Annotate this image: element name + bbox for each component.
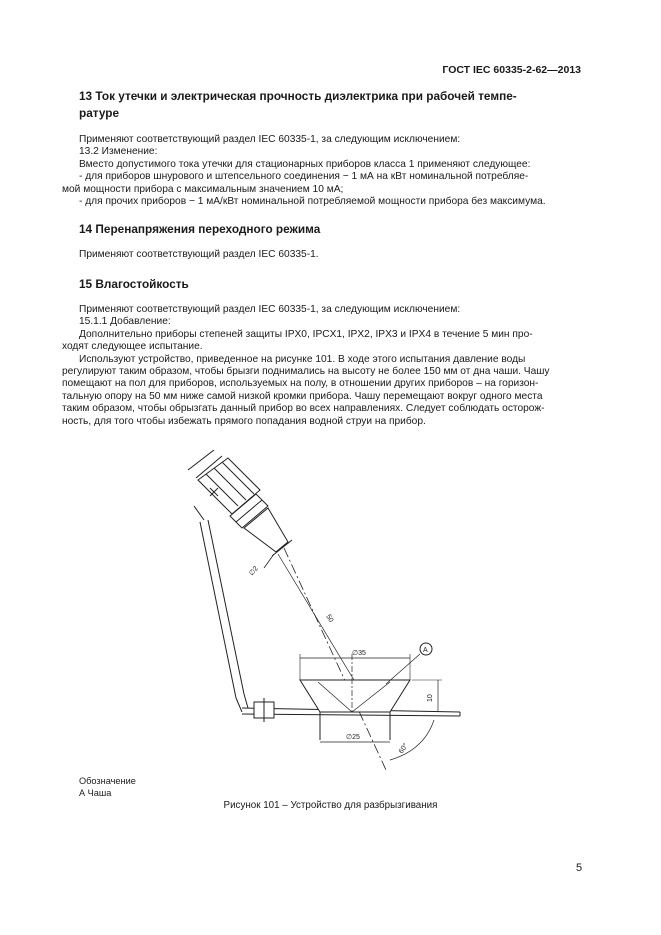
paragraph-line: ходят следующее испытание. — [62, 341, 203, 353]
length-dimension — [278, 554, 366, 700]
top-diameter-label: ∅35 — [352, 650, 366, 657]
angle-arc — [390, 720, 434, 760]
paragraph-line: Дополнительно приборы степеней защиты IPX0, IPCX1, IPX2, IPX3 и IPX4 в течение 5 мин про- — [79, 328, 533, 340]
height-label: 10 — [427, 694, 434, 702]
paragraph-line: помещают на пол для приборов, используемых на полу, в отношении других приборов – на горизон- — [62, 378, 539, 390]
hose-line — [188, 450, 214, 470]
angle-label: 60° — [397, 742, 410, 756]
paragraph-line: 13.2 Изменение: — [79, 146, 158, 158]
paragraph-line: - для прочих приборов − 1 мА/кВт номинальной потребляемой мощности прибора без максимума. — [79, 196, 546, 208]
legend-item: А Чаша — [79, 787, 112, 798]
legend-title: Обозначение — [79, 776, 136, 786]
length-label: 50 — [324, 613, 335, 624]
paragraph-line: Применяют соответствующий раздел IEC 60335-1, за следующим исключением: — [79, 134, 461, 145]
nozzle-diameter-label: ∅2 — [248, 565, 260, 578]
section-13-title — [79, 88, 584, 122]
section-13-body — [62, 134, 584, 208]
section-13-title-line1: 13 Ток утечки и электрическая прочность диэлектрика при рабочей темпе- — [79, 89, 517, 103]
section-15-title: 15 Влагостойкость — [79, 277, 189, 291]
section-14-body — [79, 249, 584, 261]
paragraph-line: таким образом, чтобы обрызгать данный прибор во всех направлениях. Следует соблюдать осторож- — [62, 403, 545, 415]
bottom-diameter-label: ∅25 — [346, 734, 360, 741]
paragraph-line: 15.1.1 Добавление: — [79, 316, 171, 328]
spray-axis — [284, 548, 386, 770]
marker-a-label: A — [423, 647, 428, 654]
document-code: ГОСТ IEC 60335-2-62—2013 — [442, 64, 581, 76]
paragraph-line: тальную опору на 50 мм ниже самой низкой кромки прибора. Чашу перемещают вокруг одного места — [62, 390, 543, 402]
support-rod — [200, 522, 236, 698]
paragraph-line: регулируют таким образом, чтобы брызги поднимались на высоту не более 150 мм от дна чаши. Чашу — [62, 366, 550, 378]
figure-caption: Рисунок 101 – Устройство для разбрызгивания — [223, 800, 438, 811]
paragraph-line: Применяют соответствующий раздел IEC 60335-1. — [79, 249, 319, 260]
paragraph-line: мой мощности прибора с максимальным значением 10 мА; — [62, 183, 344, 195]
spray-device-drawing — [176, 450, 476, 775]
page-number: 5 — [576, 862, 583, 874]
section-13-title-line2: ратуре — [79, 106, 120, 120]
paragraph-line: - для приборов шнурового и штепсельного соединения − 1 мА на кВт номинальной потребляе- — [79, 171, 529, 183]
paragraph-line: ность, для того чтобы избежать прямого попадания водной струи на прибор. — [62, 415, 426, 427]
section-15-body — [62, 304, 584, 428]
spray-device-figure — [176, 450, 476, 775]
figure-legend — [79, 776, 136, 799]
paragraph-line: Используют устройство, приведенное на рисунке 101. В ходе этого испытания давление воды — [79, 353, 526, 365]
paragraph-line: Вместо допустимого тока утечки для стационарных приборов класса 1 применяют следующее: — [79, 158, 531, 170]
paragraph-line: Применяют соответствующий раздел IEC 60335-1, за следующим исключением: — [79, 304, 461, 315]
section-14-title: 14 Перенапряжения переходного режима — [79, 222, 321, 236]
bowl — [300, 680, 410, 712]
